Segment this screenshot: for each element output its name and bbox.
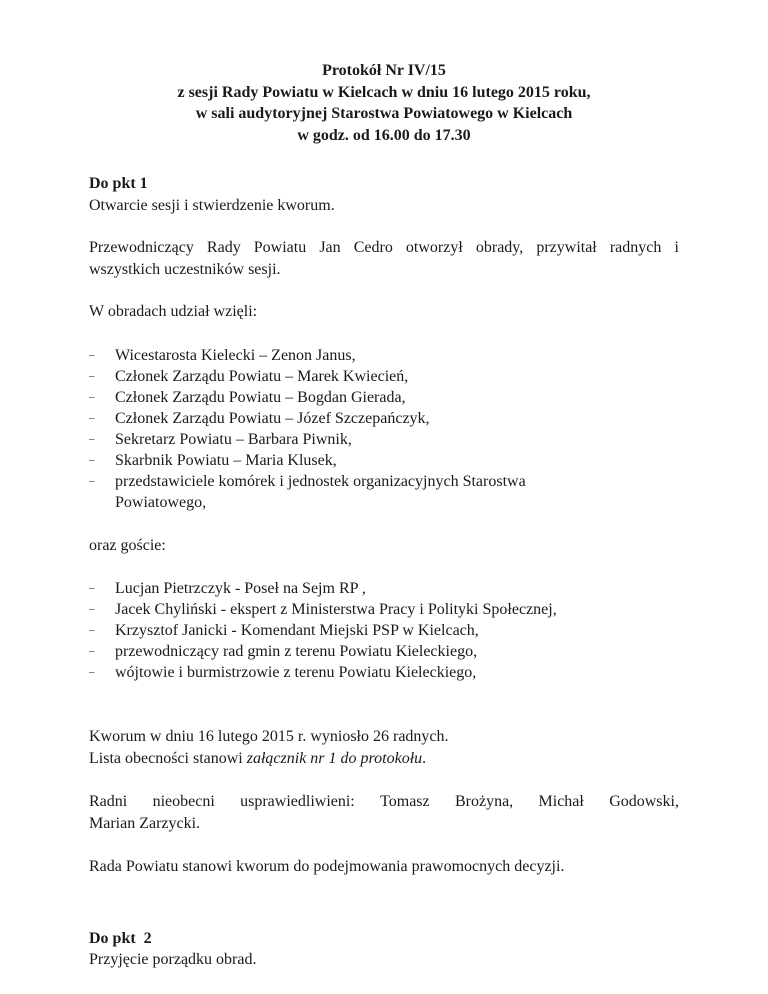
word: Jan (319, 239, 341, 256)
title-line-3: w sali audytoryjnej Starostwa Powiatowego w Kielcach (195, 105, 573, 122)
participants-list (89, 345, 679, 513)
word: Brożyna, (454, 793, 514, 810)
word: obrady, (475, 239, 524, 256)
dash-bullet: – (89, 411, 95, 424)
word: Tomasz (380, 793, 430, 810)
dash-bullet: – (89, 582, 95, 594)
dash-bullet: – (89, 453, 95, 466)
list-item: – wójtowie i burmistrzowie z terenu Powiatu Kieleckiego, (89, 664, 477, 681)
list-item: – Skarbnik Powiatu – Maria Klusek, (89, 451, 337, 469)
section-1-subtitle: Otwarcie sesji i stwierdzenie kworum. (89, 196, 335, 214)
dash-bullet: – (89, 474, 95, 487)
quorum-conclusion: Rada Powiatu stanowi kworum do podejmowania prawomocnych decyzji. (89, 858, 565, 875)
word: Rady (206, 239, 241, 256)
dash-bullet: – (89, 369, 95, 382)
quorum-statement: Kworum w dniu 16 lutego 2015 r. wyniosło 26 radnych. (89, 728, 449, 745)
opening-paragraph-line-2: wszystkich uczestników sesji. (89, 260, 281, 278)
dash-bullet: – (89, 666, 95, 678)
guests-list (89, 578, 679, 683)
list-item: – Lucjan Pietrzczyk - Poseł na Sejm RP , (89, 580, 366, 597)
list-item: – przedstawiciele komórek i jednostek organizacyjnych Starostwa Powiatowego, (89, 472, 526, 511)
absent-members-line-1 (89, 791, 679, 813)
list-item: – Członek Zarządu Powiatu – Marek Kwiecień, (89, 367, 409, 385)
word: Godowski, (609, 793, 679, 810)
dash-bullet: – (89, 432, 95, 445)
attendance-list-note: Lista obecności stanowi załącznik nr 1 do protokołu. (89, 749, 427, 767)
word: otworzył (405, 239, 463, 256)
opening-paragraph-line-1 (89, 237, 679, 259)
word: Radni (89, 793, 128, 810)
section-2-subtitle: Przyjęcie porządku obrad. (89, 951, 257, 968)
dash-bullet: – (89, 645, 95, 657)
word: nieobecni (152, 793, 215, 810)
word: i (674, 239, 679, 256)
list-item: – Członek Zarządu Powiatu – Józef Szczepańczyk, (89, 409, 430, 427)
section-2-heading: Do pkt 2 (89, 929, 152, 947)
list-item: – Wicestarosta Kielecki – Zenon Janus, (89, 346, 356, 364)
participants-intro: W obradach udział wzięli: (89, 303, 258, 320)
word: Przewodniczący (89, 239, 194, 256)
word: Cedro (353, 239, 393, 256)
word: usprawiedliwieni: (240, 793, 355, 810)
title-line-1: Protokół Nr IV/15 (322, 62, 446, 79)
list-item: – Członek Zarządu Powiatu – Bogdan Gierada, (89, 388, 406, 406)
title-line-4: w godz. od 16.00 do 17.30 (297, 126, 471, 144)
dash-bullet: – (89, 390, 95, 403)
section-1-heading: Do pkt 1 (89, 175, 148, 192)
word: przywitał (536, 239, 597, 256)
document-title (0, 60, 768, 146)
list-item: – Sekretarz Powiatu – Barbara Piwnik, (89, 430, 352, 448)
word: radnych (609, 239, 662, 256)
dash-bullet: – (89, 603, 95, 615)
dash-bullet: – (89, 348, 95, 361)
guests-intro: oraz goście: (89, 536, 166, 554)
dash-bullet: – (89, 624, 95, 636)
attachment-reference: załącznik nr 1 do protokołu (246, 749, 423, 767)
title-line-2: z sesji Rady Powiatu w Kielcach w dniu 16 lutego 2015 roku, (177, 83, 591, 101)
list-item: – przewodniczący rad gmin z terenu Powiatu Kieleckiego, (89, 643, 478, 660)
absent-members-line-2: Marian Zarzycki. (89, 814, 201, 832)
document-body (89, 173, 679, 971)
word: Michał (538, 793, 584, 810)
list-item: – Jacek Chyliński - ekspert z Ministerstwa Pracy i Polityki Społecznej, (89, 601, 557, 618)
list-item: – Krzysztof Janicki - Komendant Miejski PSP w Kielcach, (89, 622, 479, 639)
word: Powiatu (253, 239, 307, 256)
